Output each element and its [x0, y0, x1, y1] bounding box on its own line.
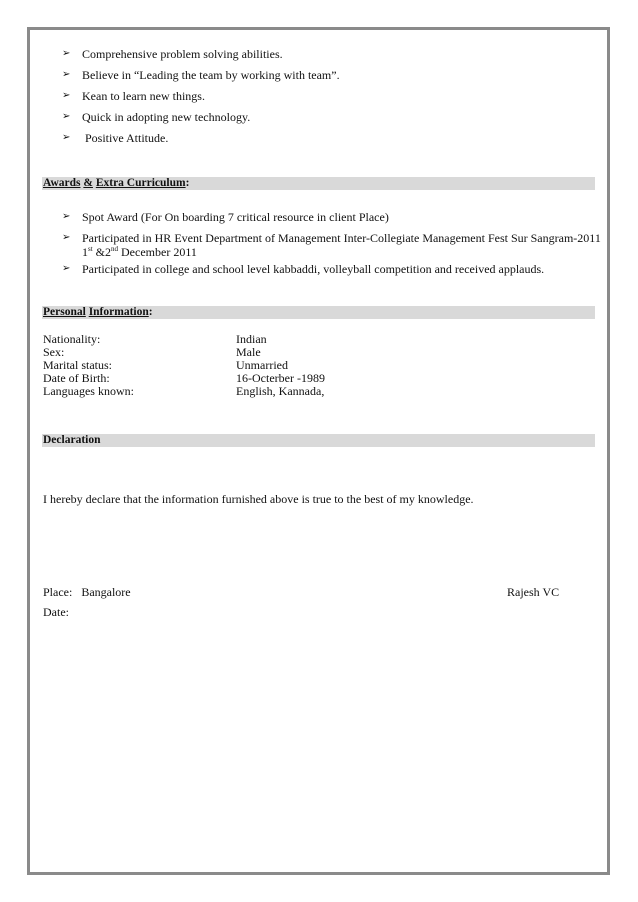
list-item	[62, 262, 601, 276]
info-label: Languages known:	[43, 384, 134, 398]
info-value: Unmarried	[236, 358, 288, 372]
list-item	[62, 110, 340, 124]
heading-text: Information	[88, 306, 149, 318]
arrow-bullet-icon: ➢	[62, 232, 71, 243]
personal-info-heading	[42, 306, 595, 319]
award-text: 1	[82, 245, 88, 259]
award-text: &2	[92, 245, 112, 259]
heading-colon: :	[185, 177, 190, 189]
ordinal-suffix: nd	[111, 245, 119, 253]
info-value: Indian	[236, 332, 267, 346]
page-border	[27, 27, 610, 875]
list-item	[62, 89, 340, 103]
arrow-bullet-icon: ➢	[62, 263, 71, 274]
arrow-bullet-icon: ➢	[62, 211, 71, 222]
signature-name: Rajesh VC	[507, 585, 560, 599]
info-label: Sex:	[43, 345, 65, 359]
info-value: Male	[236, 345, 261, 359]
info-label: Marital status:	[43, 358, 112, 372]
list-item	[62, 231, 601, 259]
declaration-text: I hereby declare that the information furnished above is true to the best of my knowledge.	[43, 492, 474, 506]
info-value: English, Kannada,	[236, 384, 325, 398]
heading-text: Awards	[43, 177, 81, 189]
info-label: Date of Birth:	[43, 371, 110, 385]
arrow-bullet-icon: ➢	[62, 48, 71, 59]
heading-text: Declaration	[43, 434, 101, 446]
award-text: Spot Award (For On boarding 7 critical resource in client Place)	[82, 210, 389, 224]
info-label: Nationality:	[43, 332, 101, 346]
awards-list	[62, 210, 601, 276]
date-line: Date:	[43, 605, 69, 619]
info-row-languages	[43, 385, 443, 398]
arrow-bullet-icon: ➢	[62, 111, 71, 122]
heading-text: Personal	[43, 306, 86, 318]
award-text: December 2011	[118, 245, 197, 259]
skill-text: Comprehensive problem solving abilities.	[82, 47, 283, 61]
heading-colon: :	[148, 306, 153, 318]
declaration-heading	[42, 434, 595, 447]
award-text: Participated in college and school level kabbaddi, volleyball competition and received applauds.	[82, 262, 545, 276]
skill-text: Quick in adopting new technology.	[82, 110, 251, 124]
skill-text: Positive Attitude.	[82, 131, 169, 145]
heading-text: Extra Curriculum	[95, 177, 186, 189]
heading-text: &	[83, 177, 93, 189]
arrow-bullet-icon: ➢	[62, 90, 71, 101]
awards-heading	[42, 177, 595, 190]
ordinal-suffix: st	[88, 245, 93, 253]
list-item	[62, 68, 340, 82]
skills-list	[62, 47, 340, 145]
skill-text: Believe in “Leading the team by working with team”.	[82, 68, 340, 82]
arrow-bullet-icon: ➢	[62, 69, 71, 80]
place-line: Place: Bangalore	[43, 585, 131, 599]
list-item	[62, 210, 601, 224]
skill-text: Kean to learn new things.	[82, 89, 205, 103]
arrow-bullet-icon: ➢	[62, 132, 71, 143]
list-item	[62, 47, 340, 61]
award-text: Participated in HR Event Department of Management Inter-Collegiate Management Fest Sur Sangram-2011	[82, 231, 601, 245]
list-item	[62, 131, 340, 145]
info-value: 16-Octerber -1989	[236, 371, 325, 385]
